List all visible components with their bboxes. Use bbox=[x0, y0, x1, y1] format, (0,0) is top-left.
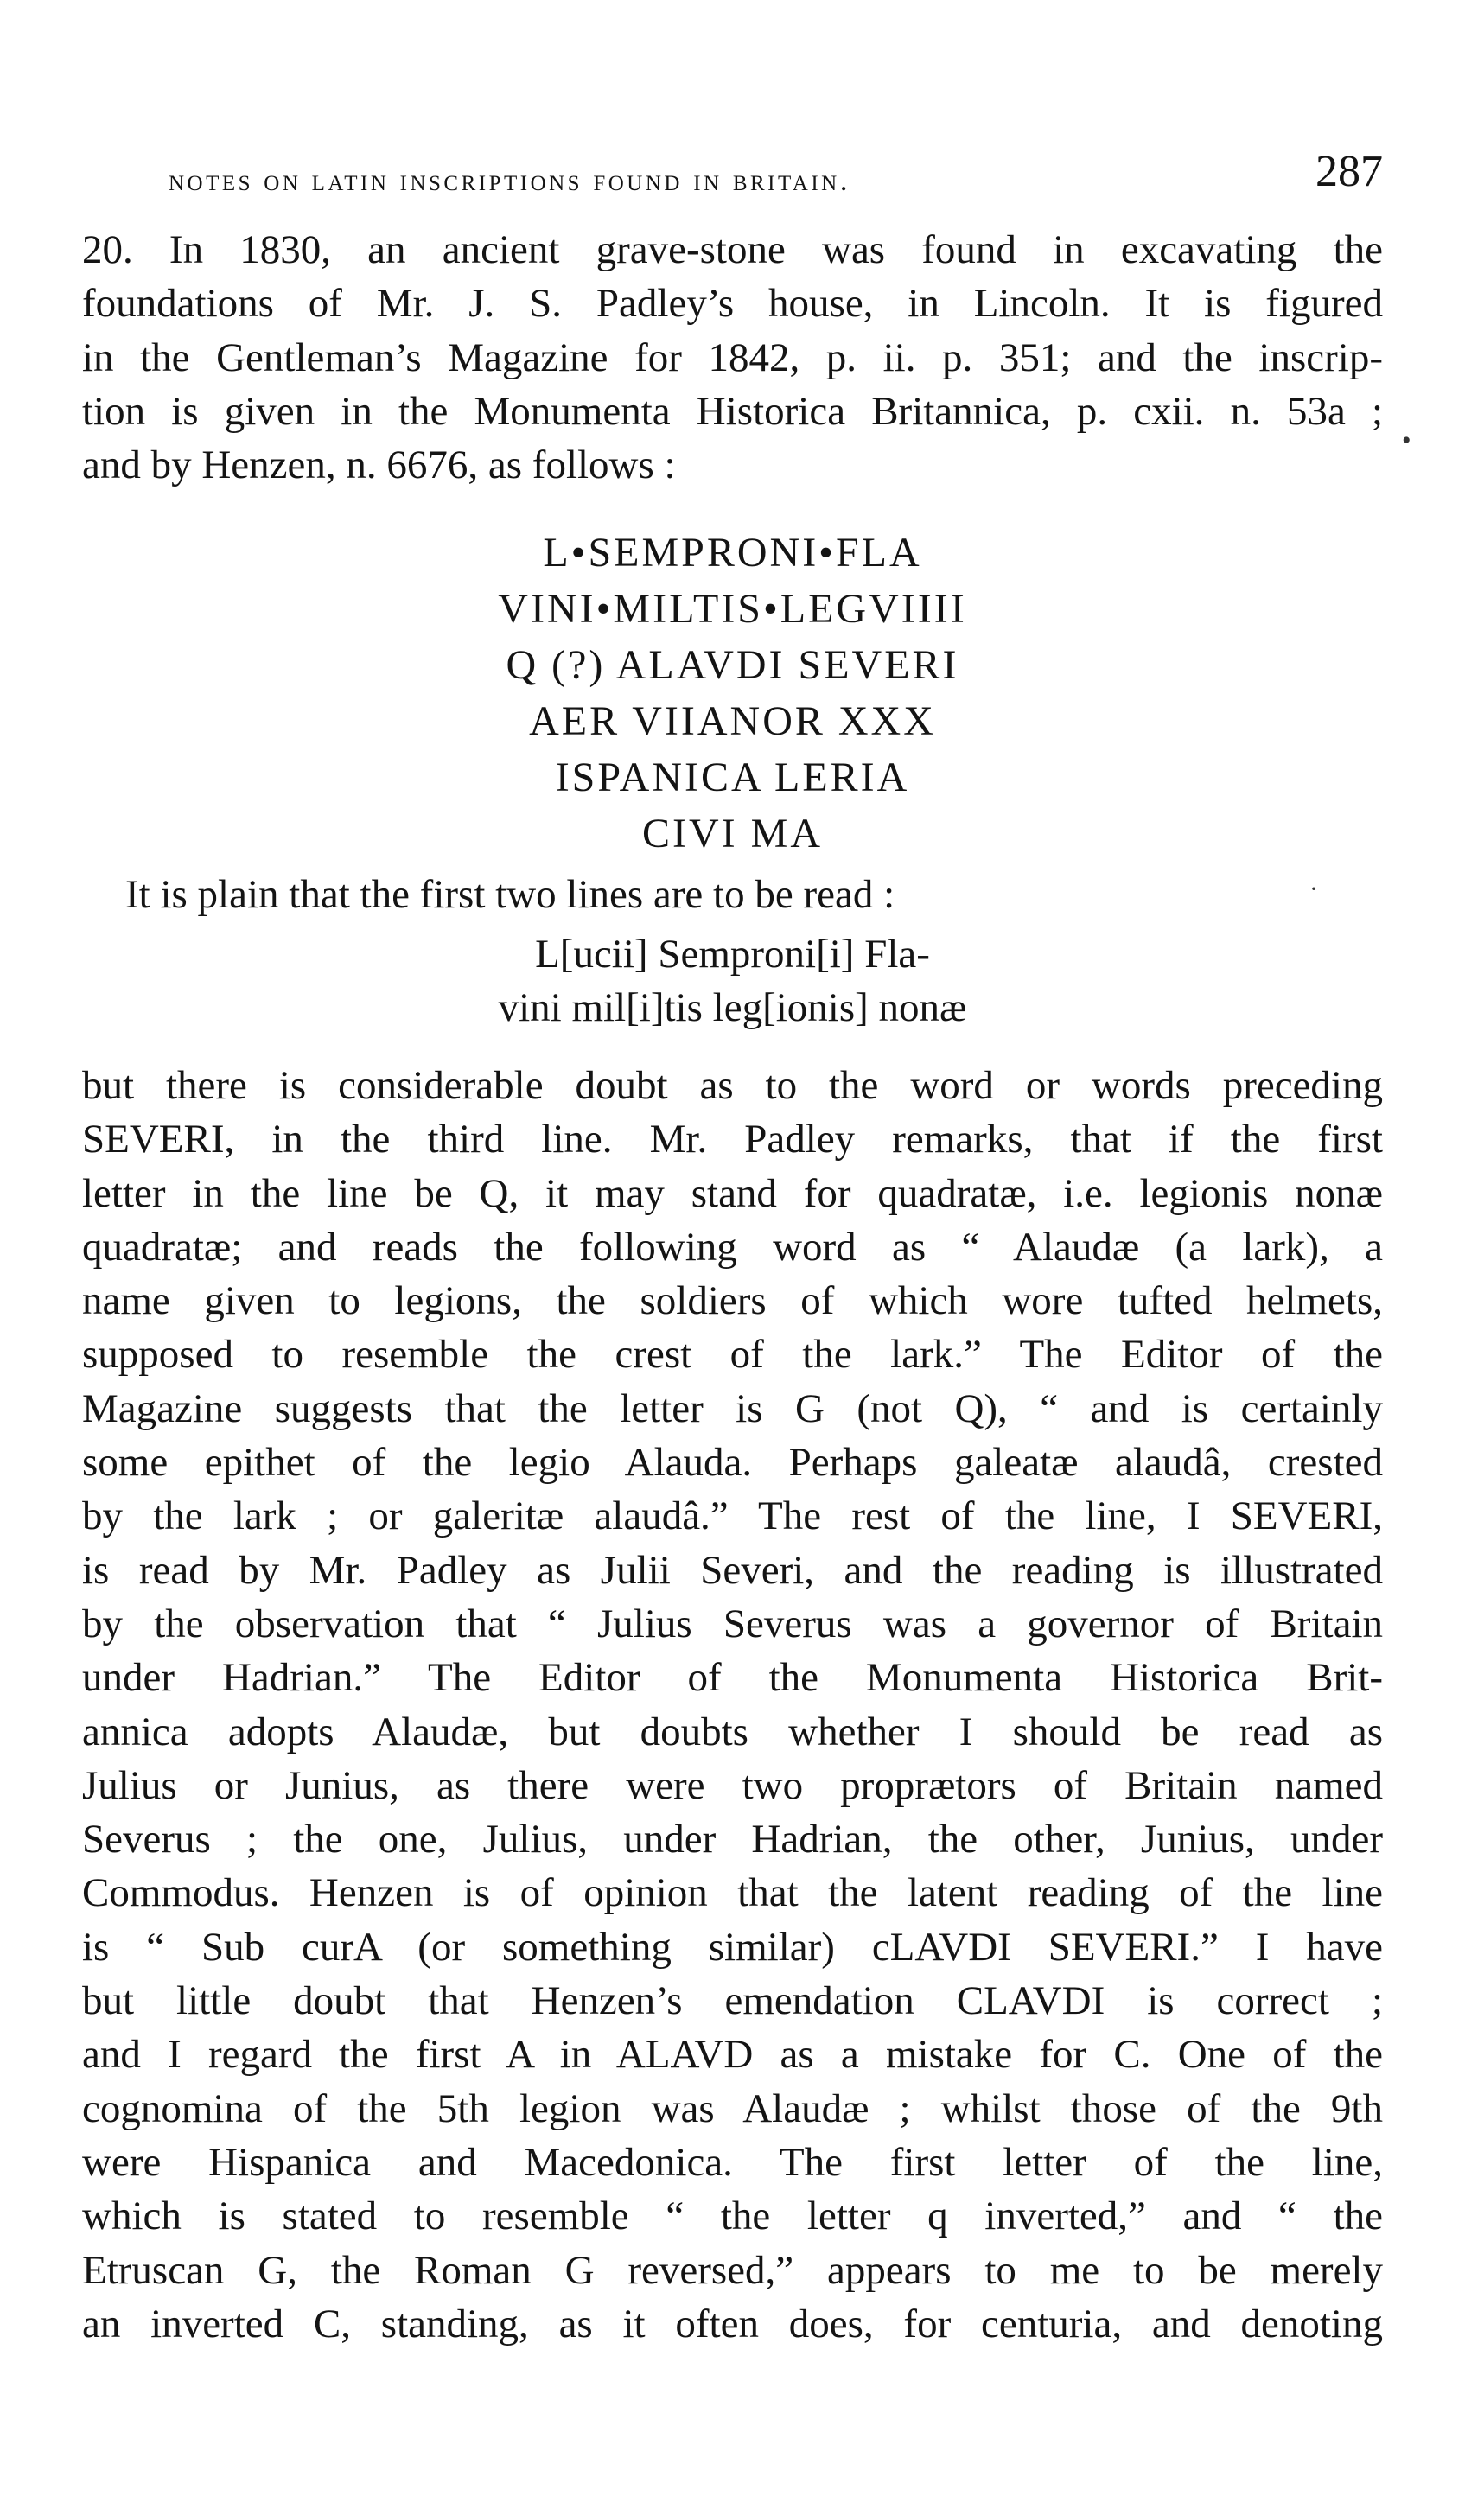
text-line: supposed to resemble the crest of the lark.” The Editor of the bbox=[82, 1332, 1383, 1378]
inscription-line: CIVI MA bbox=[642, 811, 823, 856]
text-line: tion is given in the Monumenta Historica Britannica, p. cxii. n. 53a ; bbox=[82, 388, 1383, 434]
reading-line: vini mil[i]tis leg[ionis] nonæ bbox=[498, 985, 967, 1030]
text-line: Severus ; the one, Julius, under Hadrian, the other, Junius, under bbox=[82, 1817, 1383, 1862]
text-line: Julius or Junius, as there were two proprætors of Britain named bbox=[82, 1762, 1383, 1808]
paragraph-reading-intro bbox=[125, 868, 1383, 921]
text-line: It is plain that the first two lines are to be read : bbox=[125, 872, 895, 917]
text-line: by the observation that “ Julius Severus was a governor of Britain bbox=[82, 1601, 1383, 1646]
text-line: is read by Mr. Padley as Julii Severi, and the reading is illustrated bbox=[82, 1547, 1383, 1593]
text-line: SEVERI, in the third line. Mr. Padley remarks, that if the first bbox=[82, 1117, 1383, 1162]
page-number: 287 bbox=[1315, 147, 1383, 196]
text-line: name given to legions, the soldiers of which wore tufted helmets, bbox=[82, 1278, 1383, 1324]
text-line: annica adopts Alaudæ, but doubts whether I should be read as bbox=[82, 1709, 1383, 1754]
text-line: but little doubt that Henzen’s emendation CLAVDI is correct ; bbox=[82, 1978, 1383, 2024]
text-line: Magazine suggests that the letter is G (not Q), “ and is certainly bbox=[82, 1385, 1383, 1431]
text-line: and I regard the first A in ALAVD as a mistake for C. One of the bbox=[82, 2032, 1383, 2078]
inscription-block bbox=[82, 525, 1383, 862]
inscription-line: ISPANICA LERIA bbox=[555, 754, 910, 800]
reading-line: L[ucii] Semproni[i] Fla- bbox=[535, 932, 930, 977]
text-line: by the lark ; or galeritæ alaudâ.” The rest of the line, I SEVERI, bbox=[82, 1493, 1383, 1539]
margin-speck: • bbox=[1402, 426, 1411, 455]
text-line: is “ Sub curA (or something similar) cLAVDI SEVERI.” I have bbox=[82, 1924, 1383, 1970]
inscription-line: L•SEMPRONI•FLA bbox=[543, 530, 922, 576]
margin-speck: · bbox=[1309, 875, 1318, 903]
text-line: cognomina of the 5th legion was Alaudæ ; whilst those of the 9th bbox=[82, 2085, 1383, 2131]
text-line: in the Gentleman’s Magazine for 1842, p. ii. p. 351; and the inscrip- bbox=[82, 334, 1383, 380]
text-line: letter in the line be Q, it may stand for quadratæ, i.e. legionis nonæ bbox=[82, 1170, 1383, 1216]
inscription-line: AER VIIANOR XXX bbox=[529, 698, 936, 744]
text-line: and by Henzen, n. 6676, as follows : bbox=[82, 443, 676, 488]
text-line: under Hadrian.” The Editor of the Monumenta Historica Brit- bbox=[82, 1655, 1383, 1701]
text-line: Etruscan G, the Roman G reversed,” appears to me to be merely bbox=[82, 2247, 1383, 2293]
text-line: 20. In 1830, an ancient grave-stone was found in excavating the bbox=[82, 227, 1383, 272]
page-header bbox=[82, 143, 1383, 203]
paragraph-discussion bbox=[82, 1059, 1383, 2351]
text-line: were Hispanica and Macedonica. The first letter of the line, bbox=[82, 2139, 1383, 2185]
inscription-line: VINI•MILTIS•LEGVIIII bbox=[498, 586, 967, 632]
text-line: Commodus. Henzen is of opinion that the latent reading of the line bbox=[82, 1870, 1383, 1916]
text-line: but there is considerable doubt as to the word or words preceding bbox=[82, 1063, 1383, 1108]
text-line: quadratæ; and reads the following word as “ Alaudæ (a lark), a bbox=[82, 1224, 1383, 1270]
reading-block bbox=[82, 927, 1383, 1035]
paragraph-grave-stone bbox=[82, 223, 1383, 492]
running-head: notes on latin inscriptions found in britain. bbox=[169, 163, 850, 197]
text-line: some epithet of the legio Alauda. Perhaps galeatæ alaudâ, crested bbox=[82, 1440, 1383, 1486]
text-line: which is stated to resemble “ the letter q inverted,” and “ the bbox=[82, 2193, 1383, 2239]
inscription-line: Q (?) ALAVDI SEVERI bbox=[506, 642, 959, 688]
text-line: foundations of Mr. J. S. Padley’s house, in Lincoln. It is figured bbox=[82, 281, 1383, 327]
text-line: an inverted C, standing, as it often does, for centuria, and denoting bbox=[82, 2301, 1383, 2346]
